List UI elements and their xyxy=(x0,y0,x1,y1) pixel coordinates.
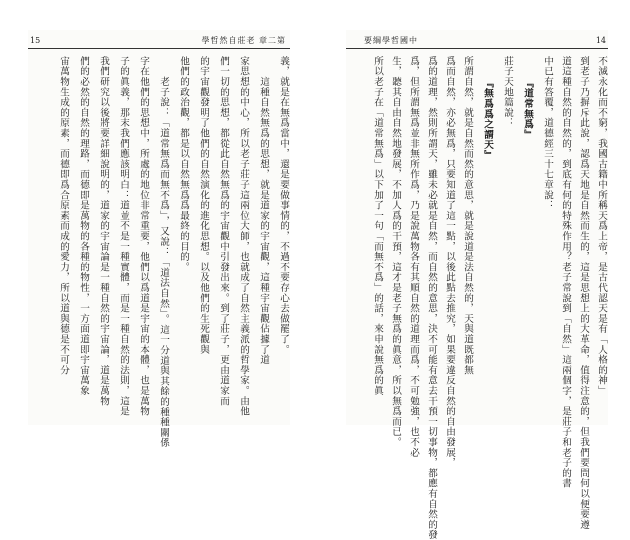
text-column: 莊子天地篇說： xyxy=(502,56,513,129)
text-column: 子的眞義，那末我們應該明白：道並不是一種實體，而是一種自然的法則，這是 xyxy=(118,56,129,417)
text-column: 字在他們的思想中，所處的地位非常重要，他們以爲道是宇宙的本體，也是萬物 xyxy=(138,56,149,417)
right-page-body xyxy=(348,56,607,540)
left-page-header xyxy=(28,34,290,49)
text-column: 不滅永化而不窮，我國古籍中所稱天爲上帝，是古代認天是有「人格的神」 xyxy=(596,56,607,396)
text-column: 家思想的中心，所以老子莊子這兩位大師，也就成了自然主義派的哲學家。由他 xyxy=(238,56,249,417)
text-column: 爲，但所謂無爲並非無所作爲，乃是說萬物各有其順自然的道理而爲，不可勉強，也不必 xyxy=(408,56,419,458)
text-column: 道這種自然的自然的，到底有何的特殊作用？老子常說到「自然」這兩個字，是莊子和老子的書 xyxy=(560,56,571,489)
text-column: 的宇宙觀發明了他們的自然演化的進化思想。以及他們的生死觀與 xyxy=(198,56,209,355)
quote-column: 『道常無爲』 xyxy=(522,78,533,140)
right-page xyxy=(346,30,608,540)
right-running-title: 要綱學哲國中 xyxy=(364,36,418,45)
text-column: 我們研究以後將要詳細說明的，道家的宇宙論是一種自然的宇宙論，道是萬物 xyxy=(98,56,109,407)
text-column: 爲而自然，亦必無爲，只要知道了這一點，以後此點去推究，如果要違反自然的自由發展， xyxy=(444,56,455,468)
left-page-number: 15 xyxy=(30,36,41,45)
quote-column: 『無爲爲之謂天』 xyxy=(482,78,493,161)
text-column: 義，就是在無爲當中，還是要做事情的，不過不要存心去做罷了。 xyxy=(278,56,289,355)
left-page-body xyxy=(30,56,289,449)
text-column: 宙萬物生成的原素，而德即爲合原素而成的愛力，所以道與德是不可分 xyxy=(58,56,69,376)
text-column: 爲的道理，然則所謂天，雖未必就是自然，而自然的意思，決不可能有意去干預一切事物，都應有自然的發 xyxy=(426,56,437,540)
text-column: 他們的政治觀，都是以自然無爲爲最終的目的。 xyxy=(178,56,189,273)
text-column: 老子說：「道常無爲而無不爲」，又說：「道法自然」。這一分道與其餘的種種關係 xyxy=(158,56,169,449)
text-column: 們一切的思想，都從此自然無爲的宇宙觀中引發出來。到了莊子，更由道家而 xyxy=(218,56,229,407)
left-running-title: 學哲然自莊老 章二第 xyxy=(201,36,286,45)
text-column: 到老子乃摒斥此說，認爲天地是自然而生的，這是思想上的大革命，值得注意的，但我們要問何以便要遵 xyxy=(578,56,589,530)
page-gutter xyxy=(290,0,346,442)
text-column: 這種自然無爲的思想，就是道家的宇宙觀，這種宇宙觀佔據了道 xyxy=(258,56,269,365)
text-column: 所以老子在「道常無爲」以下加了一句「而無不爲」的話，來申說無爲的眞 xyxy=(372,56,383,396)
text-column: 中已有答覆，道德經三十七章說： xyxy=(542,56,553,211)
text-column: 所謂自然，就是自然而然的意思，就是說道是法自然的，天與道既都無 xyxy=(462,56,473,376)
left-page xyxy=(28,30,290,449)
text-column: 們的必然的自然的理路，而德即是萬物的各種的物性，一方面道即宇宙萬象 xyxy=(78,56,89,396)
text-column: 生，聽其自由自然地發展，不加人爲的干預，這才是老子無爲的眞意，所以無爲而已。 xyxy=(390,56,401,448)
right-page-header xyxy=(346,34,608,49)
right-page-number: 14 xyxy=(595,36,606,45)
